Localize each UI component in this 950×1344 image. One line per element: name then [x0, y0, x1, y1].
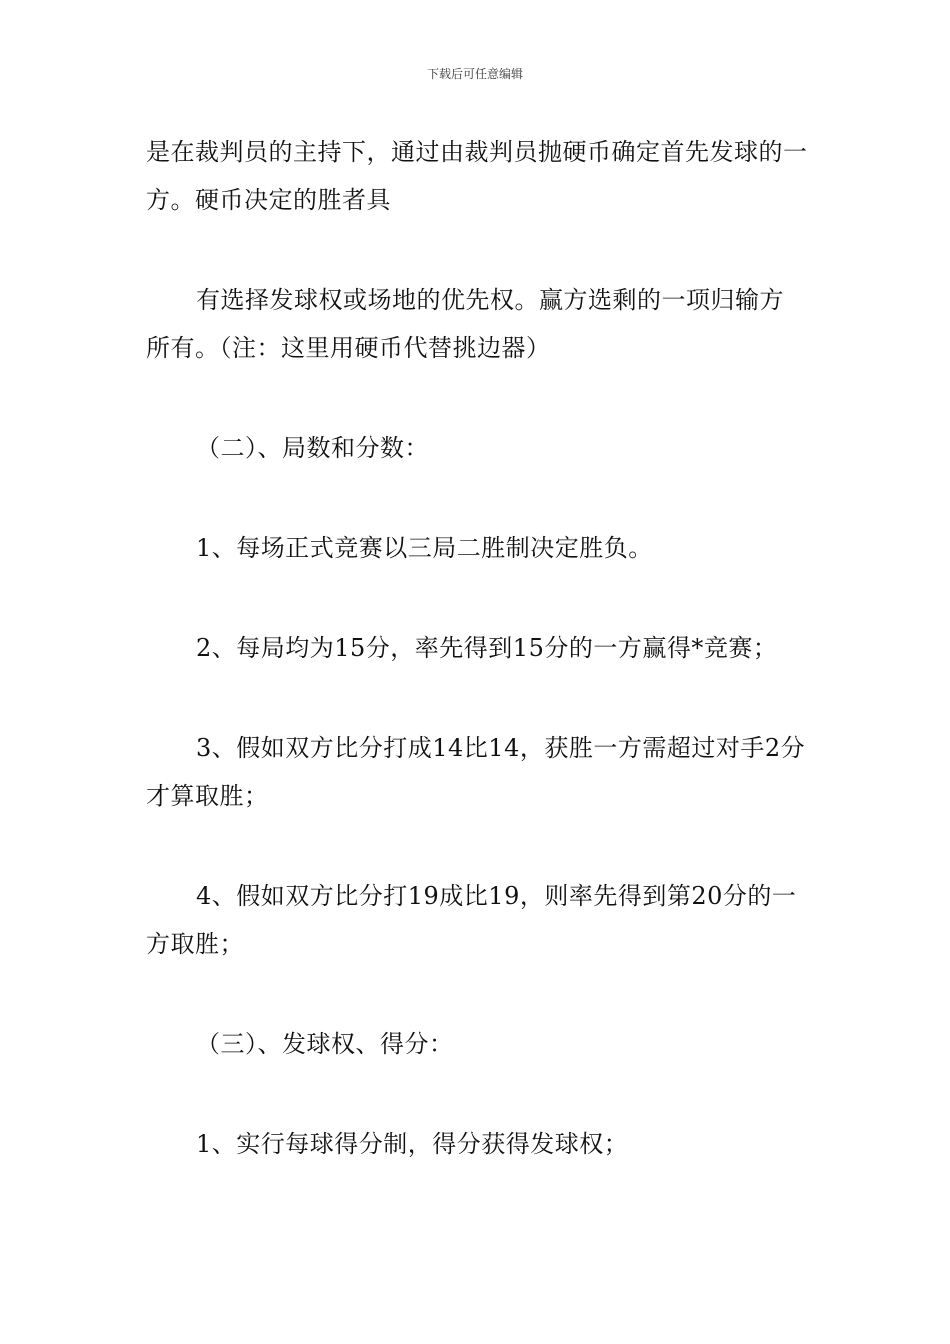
section-heading-games-and-points: （二）、局数和分数： [196, 434, 429, 462]
list-item-serve-rule-1: 1、实行每球得分制，得分获得发球权； [196, 1130, 629, 1158]
list-item-rule-1: 1、每场正式竞赛以三局二胜制决定胜负。 [196, 534, 653, 562]
list-item-rule-4: 4、假如双方比分打19成比19，则率先得到第20分的一方取胜； [146, 882, 797, 958]
page-header-note: 下载后可任意编辑 [426, 67, 523, 81]
list-item-rule-3: 3、假如双方比分打成14比14，获胜一方需超过对手2分才算取胜； [146, 734, 806, 810]
paragraph-serve-choice: 有选择发球权或场地的优先权。赢方选剩的一项归输方所有。（注：这里用硬币代替挑边器） [146, 286, 784, 362]
document-body [146, 128, 808, 1220]
paragraph-coin-toss: 是在裁判员的主持下，通过由裁判员抛硬币确定首先发球的一方。硬币决定的胜者具 [146, 138, 808, 214]
section-heading-serve-and-score: （三）、发球权、得分： [196, 1030, 454, 1058]
list-item-rule-2: 2、每局均为15分，率先得到15分的一方赢得*竞赛； [196, 634, 778, 662]
